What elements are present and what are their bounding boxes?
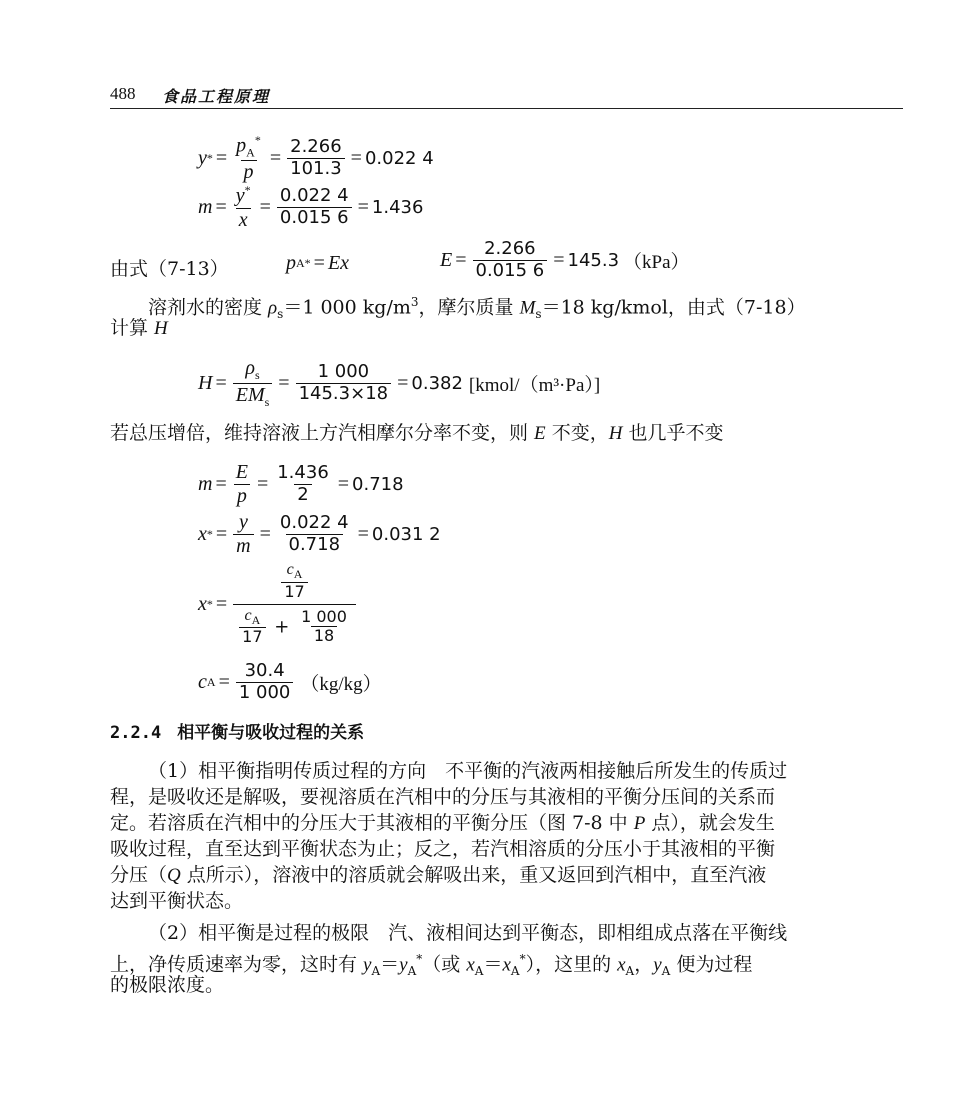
paragraph-line: 定。若溶质在汽相中的分压大于其液相的平衡分压（图 7-8 中 P 点），就会发生	[110, 812, 775, 834]
paragraph-equilibrium-direction: （1）相平衡指明传质过程的方向 不平衡的汽液两相接触后所发生的传质过	[148, 760, 788, 782]
paragraph-calc-H: 计算 H	[110, 317, 168, 339]
paragraph-line: 程，是吸收还是解吸，要视溶质在汽相中的分压与其液相的平衡分压间的关系而	[110, 786, 776, 808]
paragraph-pressure-double: 若总压增倍，维持溶液上方汽相摩尔分率不变，则 E 不变，H 也几乎不变	[110, 422, 724, 444]
equation-E: E = $\frac{2.266}{0.015 6}$ = 145.3 （kPa）	[440, 238, 690, 281]
equation-ref-label: 由式（7-13）	[110, 258, 229, 280]
section-heading: 2.2.4 相平衡与吸收过程的关系	[110, 723, 365, 743]
paragraph-line: 吸收过程，直至达到平衡状态为止；反之，若汽相溶质的分压小于其液相的平衡	[110, 838, 776, 860]
paragraph-line: 的极限浓度。	[110, 974, 225, 996]
equation-x-star: x * = $\frac{y}{m}$ = $\frac{0.022 4}{0.718}$ = 0.031 2	[198, 511, 441, 557]
equation-m: m = $\frac{y^*}{x}$ = $\frac{0.022 4}{0.015 6}$ = 1.436	[198, 183, 424, 231]
equation-x-star-mass: x * = $\frac{c_A}{17}$ $\frac{c_A}{17}$ + $\frac{1 000}{18}$	[198, 562, 359, 646]
equation-cA: c A = $\frac{30.4}{1 000}$ （kg/kg）	[198, 660, 382, 703]
equation-H: H = $\frac{\rho_s}{EM_s}$ = $\frac{1 000}{145.3\times 18}$ = 0.382 [kmol/（m³·Pa）]	[198, 357, 601, 409]
paragraph-equilibrium-limit: （2）相平衡是过程的极限 汽、液相间达到平衡态，即相组成点落在平衡线	[148, 922, 788, 944]
book-title: 食品工程原理	[162, 87, 271, 106]
paragraph-line: 上，净传质速率为零，这时有 $y_A=y_A^*$（或 $x_A=x_A^*$），这里的 $x_A$，$y_A$ 便为过程	[110, 952, 753, 979]
equation-y-star: y * = $\frac{p_A^*}{p}$ = $\frac{2.266}{101.3}$ = 0.022 4	[198, 133, 434, 184]
page-number: 488	[110, 84, 136, 103]
equation-m-new: m = $\frac{E}{p}$ = $\frac{1.436}{2}$ = 0.718	[198, 461, 404, 507]
paragraph-line: 分压（Q 点所示），溶液中的溶质就会解吸出来，重又返回到汽相中，直至汽液	[110, 864, 767, 886]
paragraph-density: 溶剂水的密度 $\rho_s=1$ 000 $kg/m^3$，摩尔质量 $M_s=18$ kg/kmol，由式（7-18）	[148, 295, 806, 322]
equation-henry: p A * = Ex	[286, 252, 350, 274]
header-rule	[110, 108, 903, 109]
paragraph-line: 达到平衡状态。	[110, 890, 244, 912]
